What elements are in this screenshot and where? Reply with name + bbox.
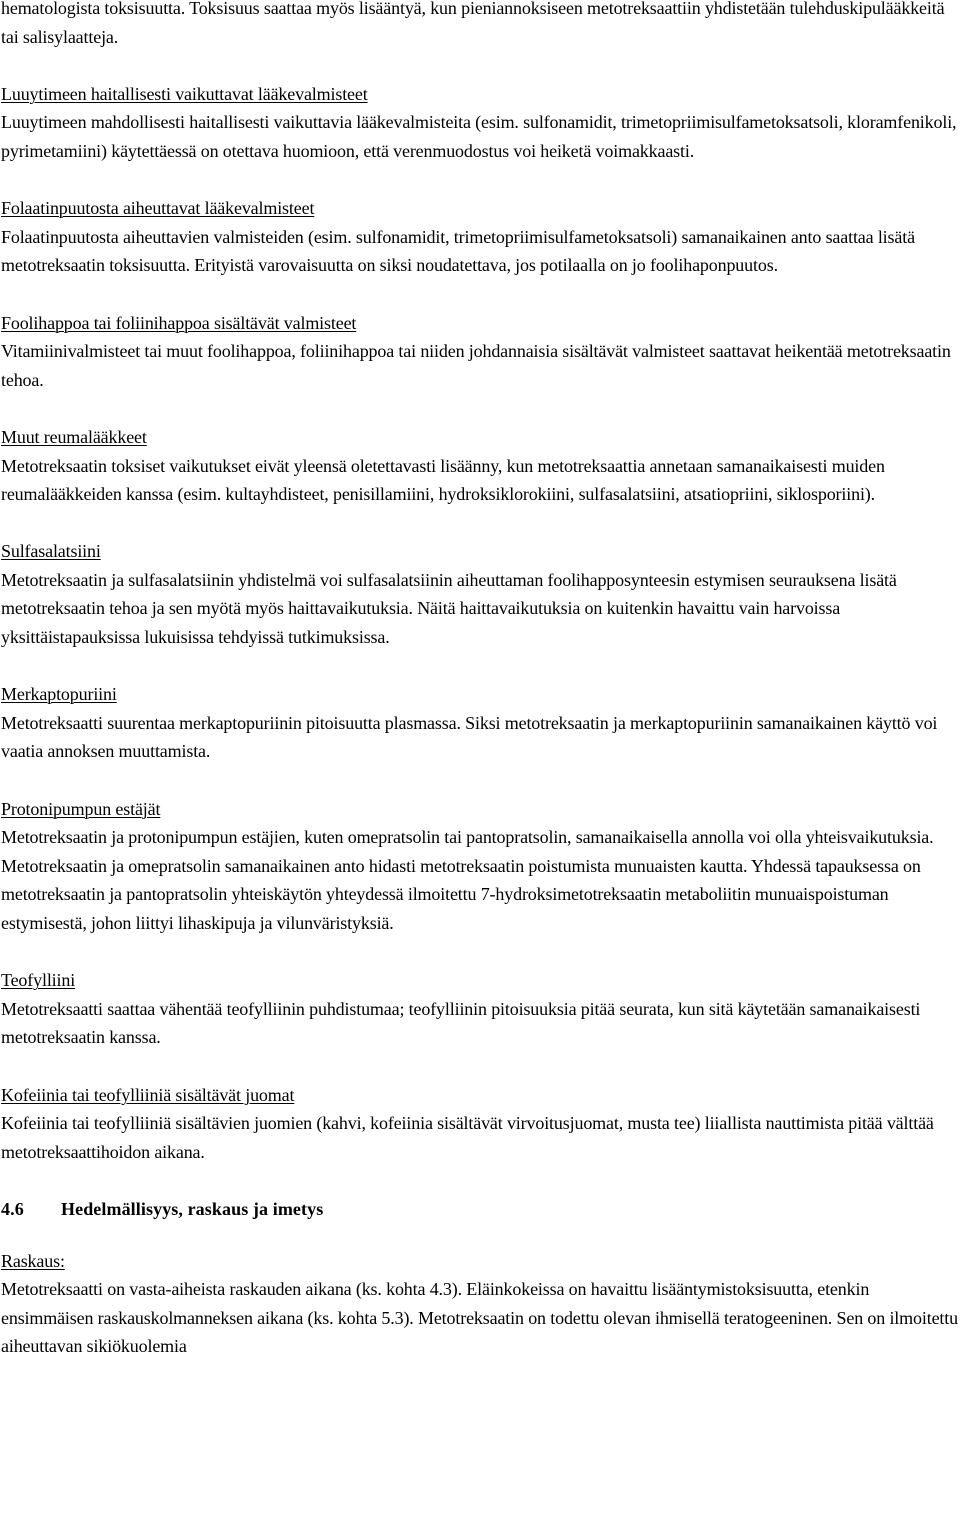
- section-sulfasalazine: [1, 537, 959, 651]
- section-body: Metotreksaatin ja protonipumpun estäjien, kuten omepratsolin tai pantopratsolin, samanaikaisella annolla voi olla yhteisvaikutuksia. Metotreksaatin ja omepratsolin samanaikainen anto hidasti metotreksaatin poistumista munuaisten kautta. Yhdessä tapauksessa on metotreksaatin ja pantopratsolin yhteiskäytön yhteydessä ilmoitettu 7-hydroksimetotreksaatin metaboliitin munuaispoistuman estymisestä, johon liittyi lihaskipuja ja vilunväristyksiä.: [1, 827, 934, 933]
- section-body: Folaatinpuutosta aiheuttavien valmisteiden (esim. sulfonamidit, trimetopriimisulfametoksatsoli) samanaikainen anto saattaa lisätä metotreksaatin toksisuutta. Erityistä varovaisuutta on siksi noudatettava, jos potilaalla on jo foolihaponpuutos.: [1, 226, 915, 276]
- section-heading: Kofeiinia tai teofylliiniä sisältävät juomat: [1, 1084, 295, 1105]
- section-heading: Merkaptopuriini: [1, 684, 117, 705]
- section-body: Metotreksaatin ja sulfasalatsiinin yhdistelmä voi sulfasalatsiinin aiheuttaman foolihapposynteesin estymisen seurauksena lisätä metotreksaatin tehoa ja sen myötä myös haittavaikutuksia. Näitä haittavaikutuksia on kuitenkin havaittu vain harvoissa yksittäistapauksissa lukuisissa tehdyissä tutkimuksissa.: [1, 569, 897, 648]
- section-body: Metotreksaatti on vasta-aiheista raskauden aikana (ks. kohta 4.3). Eläinkokeissa on havaittu lisääntymistoksisuutta, etenkin ensimmäisen raskauskolmanneksen aikana (ks. kohta 5.3). Metotreksaatin on todettu olevan ihmisellä teratogeeninen. Sen on ilmoitettu aiheuttavan sikiökuolemia: [1, 1279, 958, 1357]
- section-proton-pump-inhibitors: [1, 795, 959, 938]
- document-page: [1, 0, 959, 1390]
- section-bone-marrow: [1, 80, 959, 166]
- section-heading: Sulfasalatsiini: [1, 541, 101, 562]
- section-title-4-6: [1, 1195, 959, 1224]
- section-number: 4.6: [1, 1198, 24, 1219]
- section-body: Vitamiinivalmisteet tai muut foolihappoa, foliinihappoa tai niiden johdannaisia sisältävät valmisteet saattavat heikentää metotreksaatin tehoa.: [1, 341, 951, 390]
- section-heading: Luuytimeen haitallisesti vaikuttavat lääkevalmisteet: [1, 83, 368, 104]
- section-folate-deficiency: [1, 194, 959, 280]
- section-heading: Foolihappoa tai foliinihappoa sisältävät valmisteet: [1, 312, 357, 333]
- section-title-text: Hedelmällisyys, raskaus ja imetys: [61, 1198, 324, 1219]
- section-heading: Teofylliini: [1, 970, 76, 991]
- section-body: Kofeiinia tai teofylliiniä sisältävien juomien (kahvi, kofeiinia sisältävät virvoitusjuomat, musta tee) liiallista nauttimista pitää välttää metotreksaattihoidon aikana.: [1, 1113, 934, 1162]
- intro-paragraph: hematologista toksisuutta. Toksisuus saattaa myös lisääntyä, kun pieniannoksiseen metotreksaattiin yhdistetään tulehduskipulääkkeitä tai salisylaatteja.: [1, 0, 945, 47]
- section-folic-acid: [1, 309, 959, 395]
- section-body: Metotreksaatin toksiset vaikutukset eivät yleensä oletettavasti lisäänny, kun metotreksaattia annetaan samanaikaisesti muiden reumalääkkeiden kanssa (esim. kultayhdisteet, penisillamiini, hydroksiklorokiini, sulfasalatsiini, atsatiopriini, siklosporiini).: [1, 455, 885, 505]
- section-body: Metotreksaatti suurentaa merkaptopuriinin pitoisuutta plasmassa. Siksi metotreksaatin ja merkaptopuriinin samanaikainen käyttö voi vaatia annoksen muuttamista.: [1, 712, 938, 762]
- section-body: Metotreksaatti saattaa vähentää teofylliinin puhdistumaa; teofylliinin pitoisuuksia pitää seurata, kun sitä käytetään samanaikaisesti metotreksaatin kanssa.: [1, 998, 921, 1048]
- section-mercaptopurine: [1, 680, 959, 766]
- section-heading: Folaatinpuutosta aiheuttavat lääkevalmisteet: [1, 198, 315, 219]
- section-heading: Muut reumalääkkeet: [1, 426, 147, 447]
- section-other-rheumatic-drugs: [1, 423, 959, 509]
- section-caffeine-beverages: [1, 1081, 959, 1167]
- section-heading: Raskaus:: [1, 1250, 65, 1271]
- section-pregnancy: [1, 1247, 959, 1361]
- section-theophylline: [1, 966, 959, 1052]
- section-body: Luuytimeen mahdollisesti haitallisesti vaikuttavia lääkevalmisteita (esim. sulfonamidit, trimetopriimisulfametoksatsoli, kloramfenikoli, pyrimetamiini) käytettäessä on otettava huomioon, että verenmuodostus voi heiketä voimakkaasti.: [1, 112, 957, 161]
- section-heading: Protonipumpun estäjät: [1, 798, 161, 819]
